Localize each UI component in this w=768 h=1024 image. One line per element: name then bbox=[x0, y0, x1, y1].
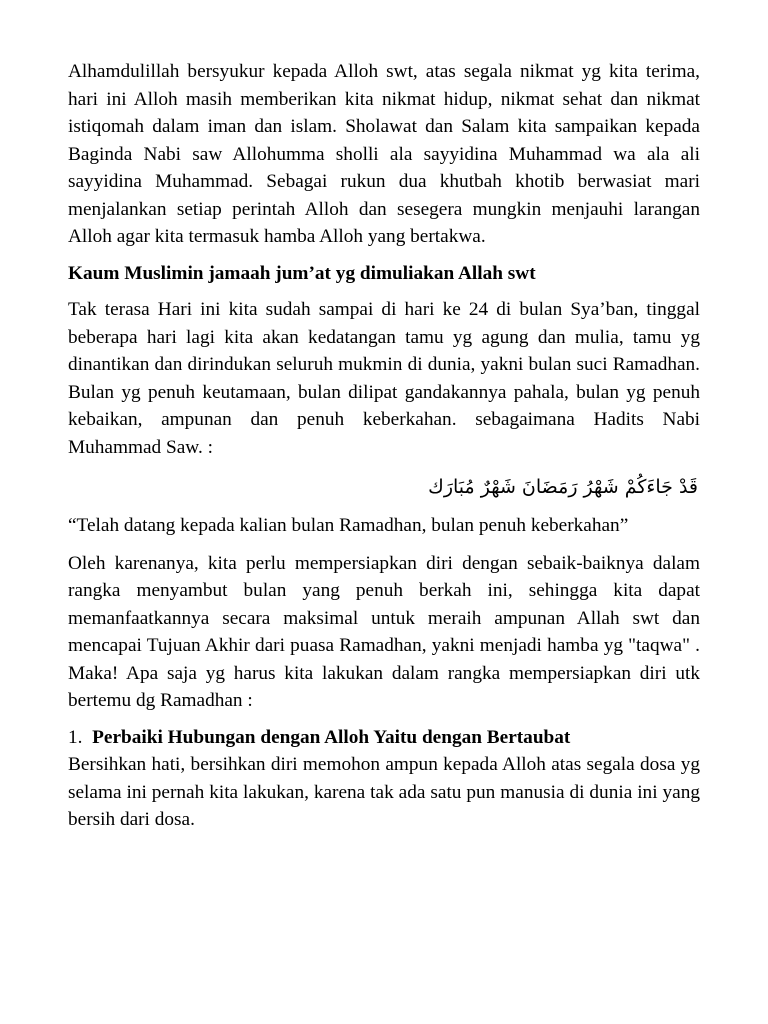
preparation-paragraph: Oleh karenanya, kita perlu mempersiapkan diri dengan sebaik-baiknya dalam rangka menyambut bulan yang penuh berkah ini, sehingga kita dapat memanfaatkannya secara maksimal untuk meraih ampunan Allah swt dan mencapai Tujuan Akhir dari puasa Ramadhan, yakni menjadi hamba yg "taqwa" . Maka! Apa saja yg harus kita lakukan dalam rangka mempersiapkan diri utk bertemu dg Ramadhan : bbox=[68, 552, 700, 711]
hadith-translation: “Telah datang kepada kalian bulan Ramadhan, bulan penuh keberkahan” bbox=[68, 515, 629, 536]
list-item-title: Perbaiki Hubungan dengan Alloh Yaitu dengan Bertaubat bbox=[92, 726, 571, 748]
opening-paragraph: Alhamdulillah bersyukur kepada Alloh swt, atas segala nikmat yg kita terima, hari ini Alloh masih memberikan kita nikmat hidup, nikmat sehat dan nikmat istiqomah dalam iman dan islam. Sholawat dan Salam kita sampaikan kepada Baginda Nabi saw Allohumma sholli ala sayyidina Muhammad wa ala ali sayyidina Muhammad. Sebagai rukun dua khutbah khotib berwasiat mari menjalankan setiap perintah Alloh dan sesegera mungkin menjauhi larangan Alloh agar kita termasuk hamba Alloh yang bertakwa. bbox=[68, 61, 700, 247]
list-item-1-heading bbox=[68, 724, 700, 752]
list-item-number: 1. bbox=[68, 726, 83, 748]
section-heading: Kaum Muslimin jamaah jum’at yg dimuliakan Allah swt bbox=[68, 262, 536, 284]
arabic-hadith-text: قَدْ جَاءَكُمْ شَهْرُ رَمَضَانَ شَهْرٌ مُبَارَك bbox=[428, 476, 698, 498]
list-item-1-body: Bersihkan hati, bersihkan diri memohon ampun kepada Alloh atas segala dosa yg selama ini pernah kita lakukan, karena tak ada satu pun manusia di dunia ini yang bersih dari dosa. bbox=[68, 754, 700, 830]
document-page bbox=[68, 58, 700, 834]
sya-ban-paragraph: Tak terasa Hari ini kita sudah sampai di hari ke 24 di bulan Sya’ban, tinggal beberapa hari lagi kita akan kedatangan tamu yg agung dan mulia, tamu yg dinantikan dan dirindukan seluruh mukmin di dunia, yakni bulan suci Ramadhan. Bulan yg penuh keutamaan, bulan dilipat gandakannya pahala, bulan yg penuh kebaikan, ampunan dan penuh keberkahan. sebagaimana Hadits Nabi Muhammad Saw. : bbox=[68, 299, 700, 458]
